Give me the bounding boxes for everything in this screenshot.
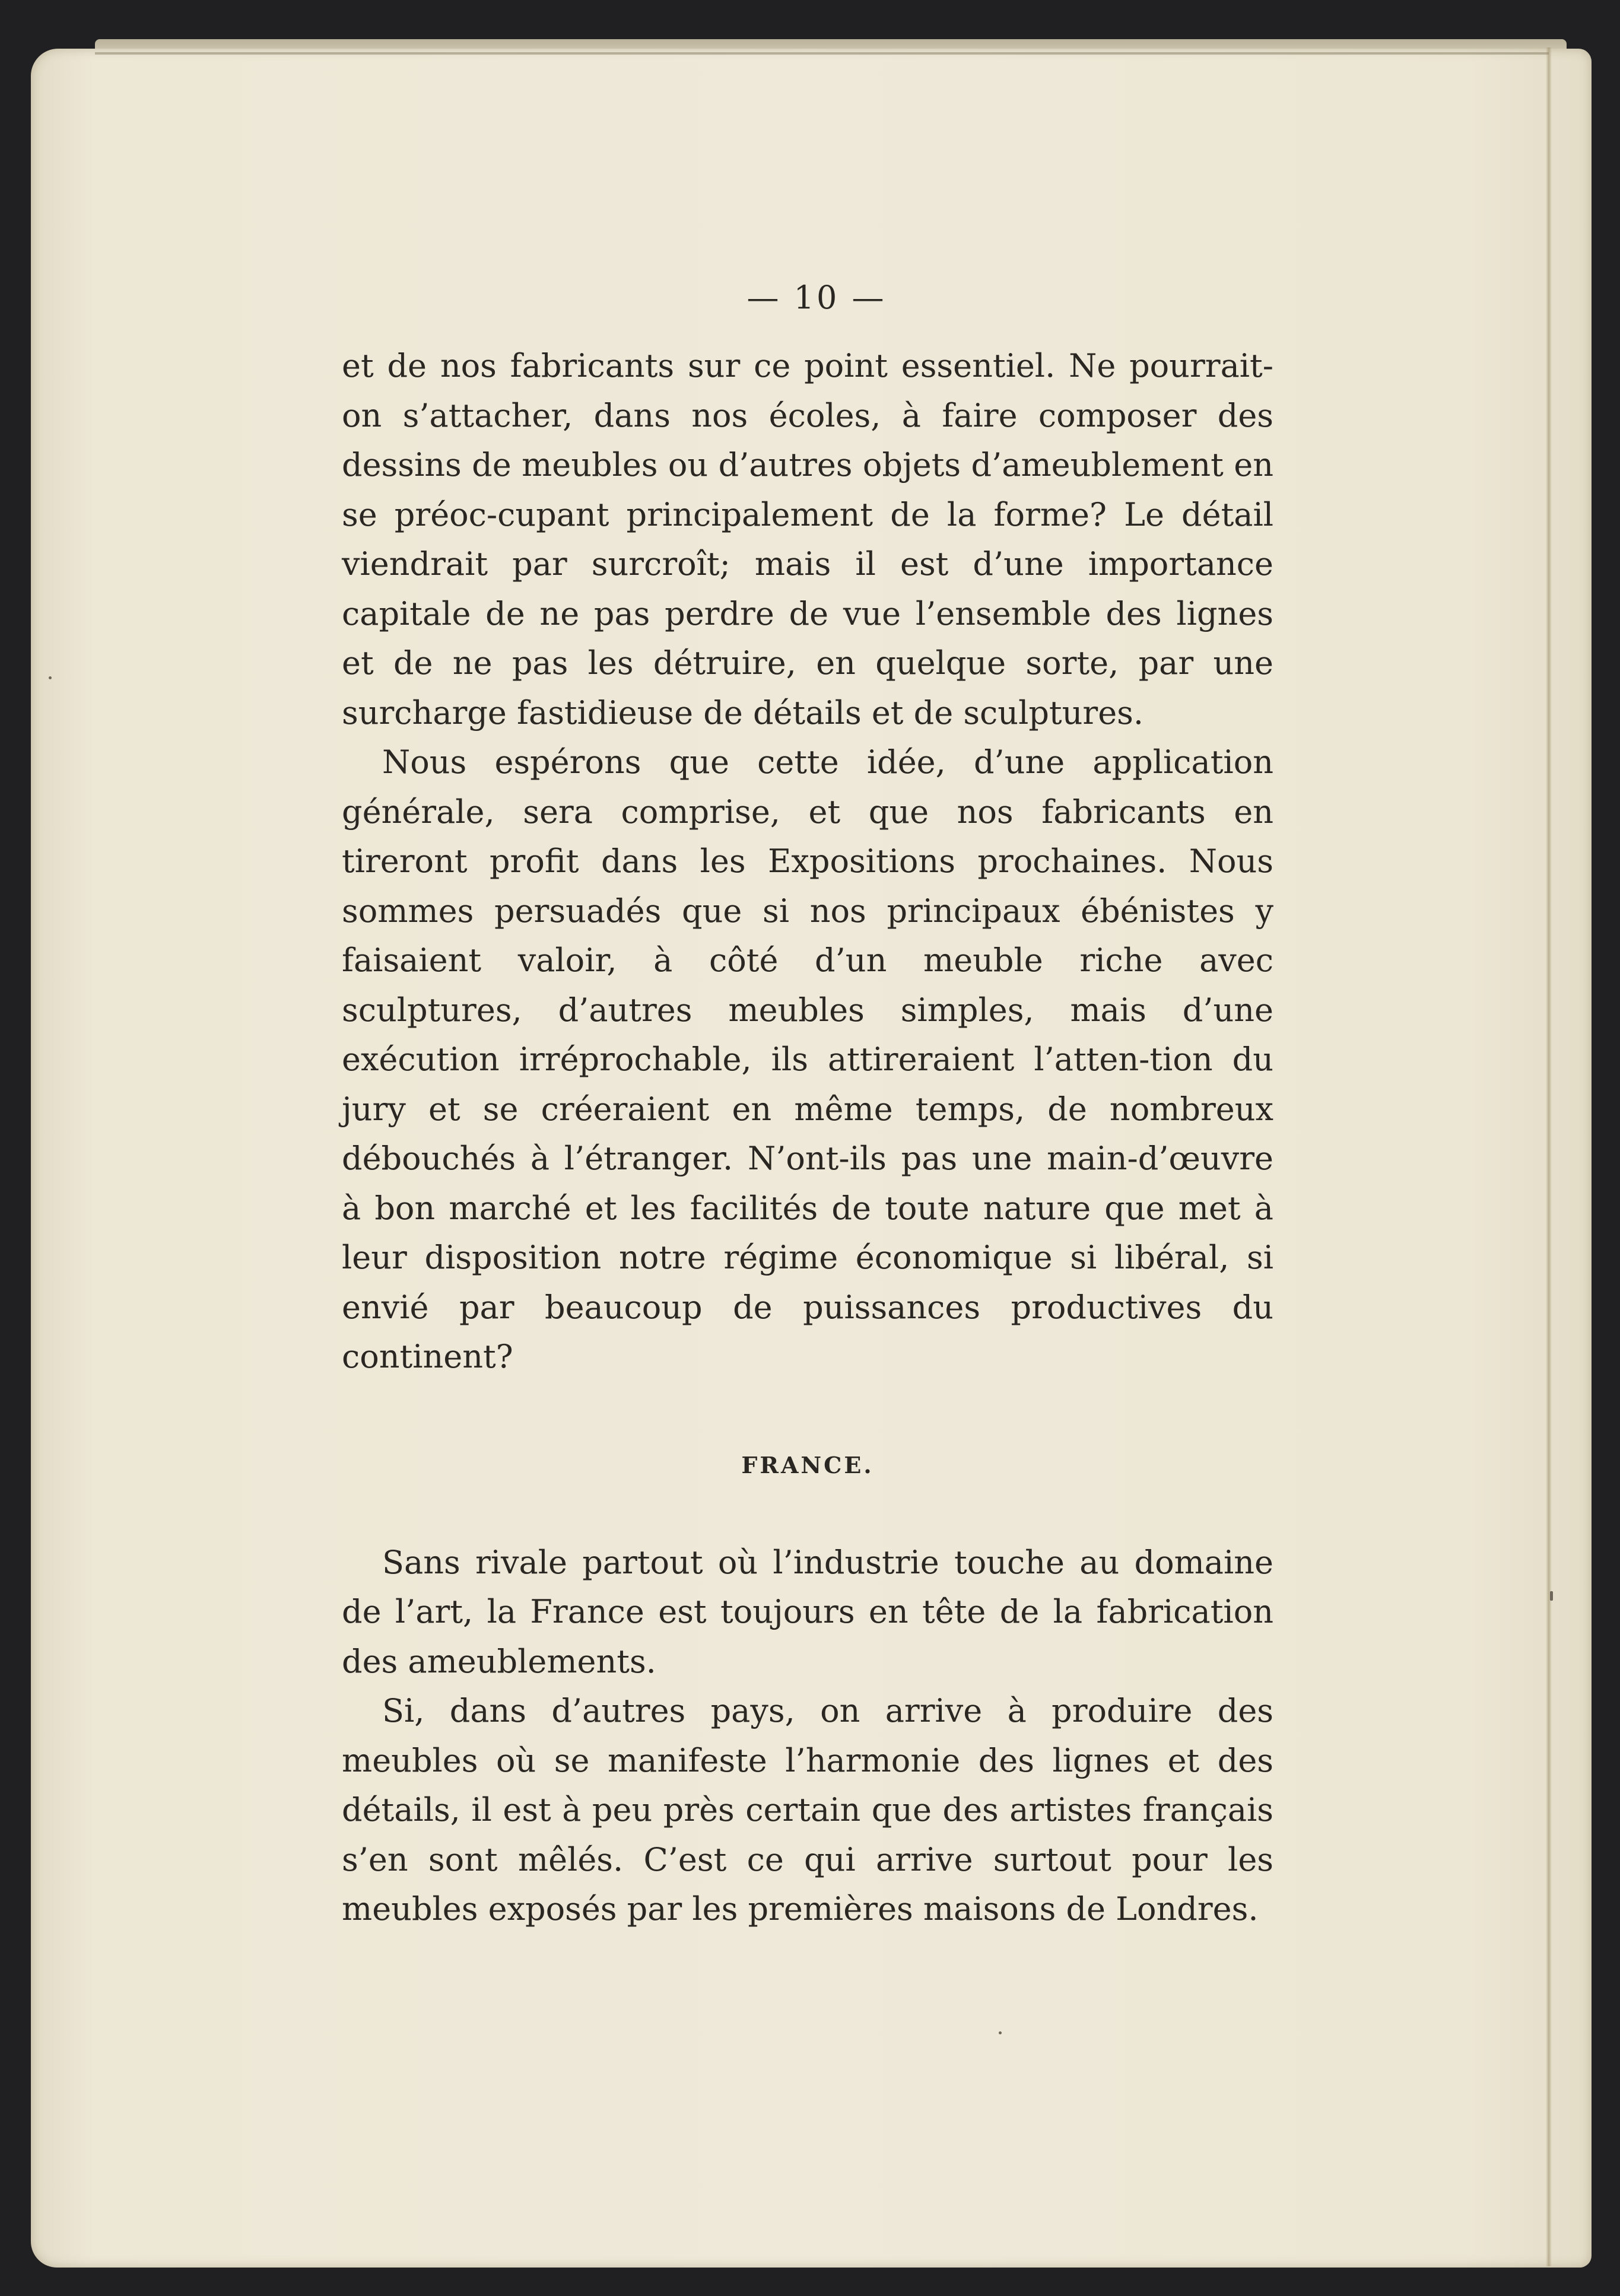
paragraph: Sans rivale partout où l’industrie touche au domaine de l’art, la France est toujours en tête de la fabrication des ameublements.: [342, 1543, 1273, 1680]
page-number: — 10 —: [747, 279, 887, 316]
paper-speck: [999, 2031, 1002, 2034]
paper-speck: [1550, 1591, 1553, 1601]
page-text: [342, 279, 1273, 1934]
page-fold-edge: [1546, 47, 1552, 2266]
paragraph: Si, dans d’autres pays, on arrive à produire des meubles où se manifeste l’harmonie des lignes et des détails, il est à peu près certain que des artistes français s’en sont mêlés. C’est ce qui arrive surtout pour les meubles exposés par les premières maisons de Londres.: [342, 1692, 1273, 1928]
page-top-edge: [95, 52, 1549, 55]
paragraph: Nous espérons que cette idée, d’une application générale, sera comprise, et que nos fabricants en tireront profit dans les Expositions prochaines. Nous sommes persuadés que si nos principaux ébénistes y faisaient valoir, à côté d’un meuble riche avec sculptures, d’autres meubles simples, mais d’une exécution irréprochable, ils attireraient l’atten-tion du jury et se créeraient en même temps, de nombreux débouchés à l’étranger. N’ont-ils pas une main-d’œuvre à bon marché et les facilités de toute nature que met à leur disposition notre régime économique si libéral, si envié par beaucoup de puissances productives du continent?: [342, 743, 1273, 1375]
section-heading: FRANCE.: [741, 1451, 874, 1478]
paragraph-continued: et de nos fabricants sur ce point essentiel. Ne pourrait-on s’attacher, dans nos écoles, à faire composer des dessins de meubles ou d’autres objets d’ameublement en se préoc-cupant principalement de la forme? Le détail viendrait par surcroît; mais il est d’une importance capitale de ne pas perdre de vue l’ensemble des lignes et de ne pas les détruire, en quelque sorte, par une surcharge fastidieuse de détails et de sculptures.: [342, 347, 1273, 732]
paper-speck: [49, 676, 52, 679]
